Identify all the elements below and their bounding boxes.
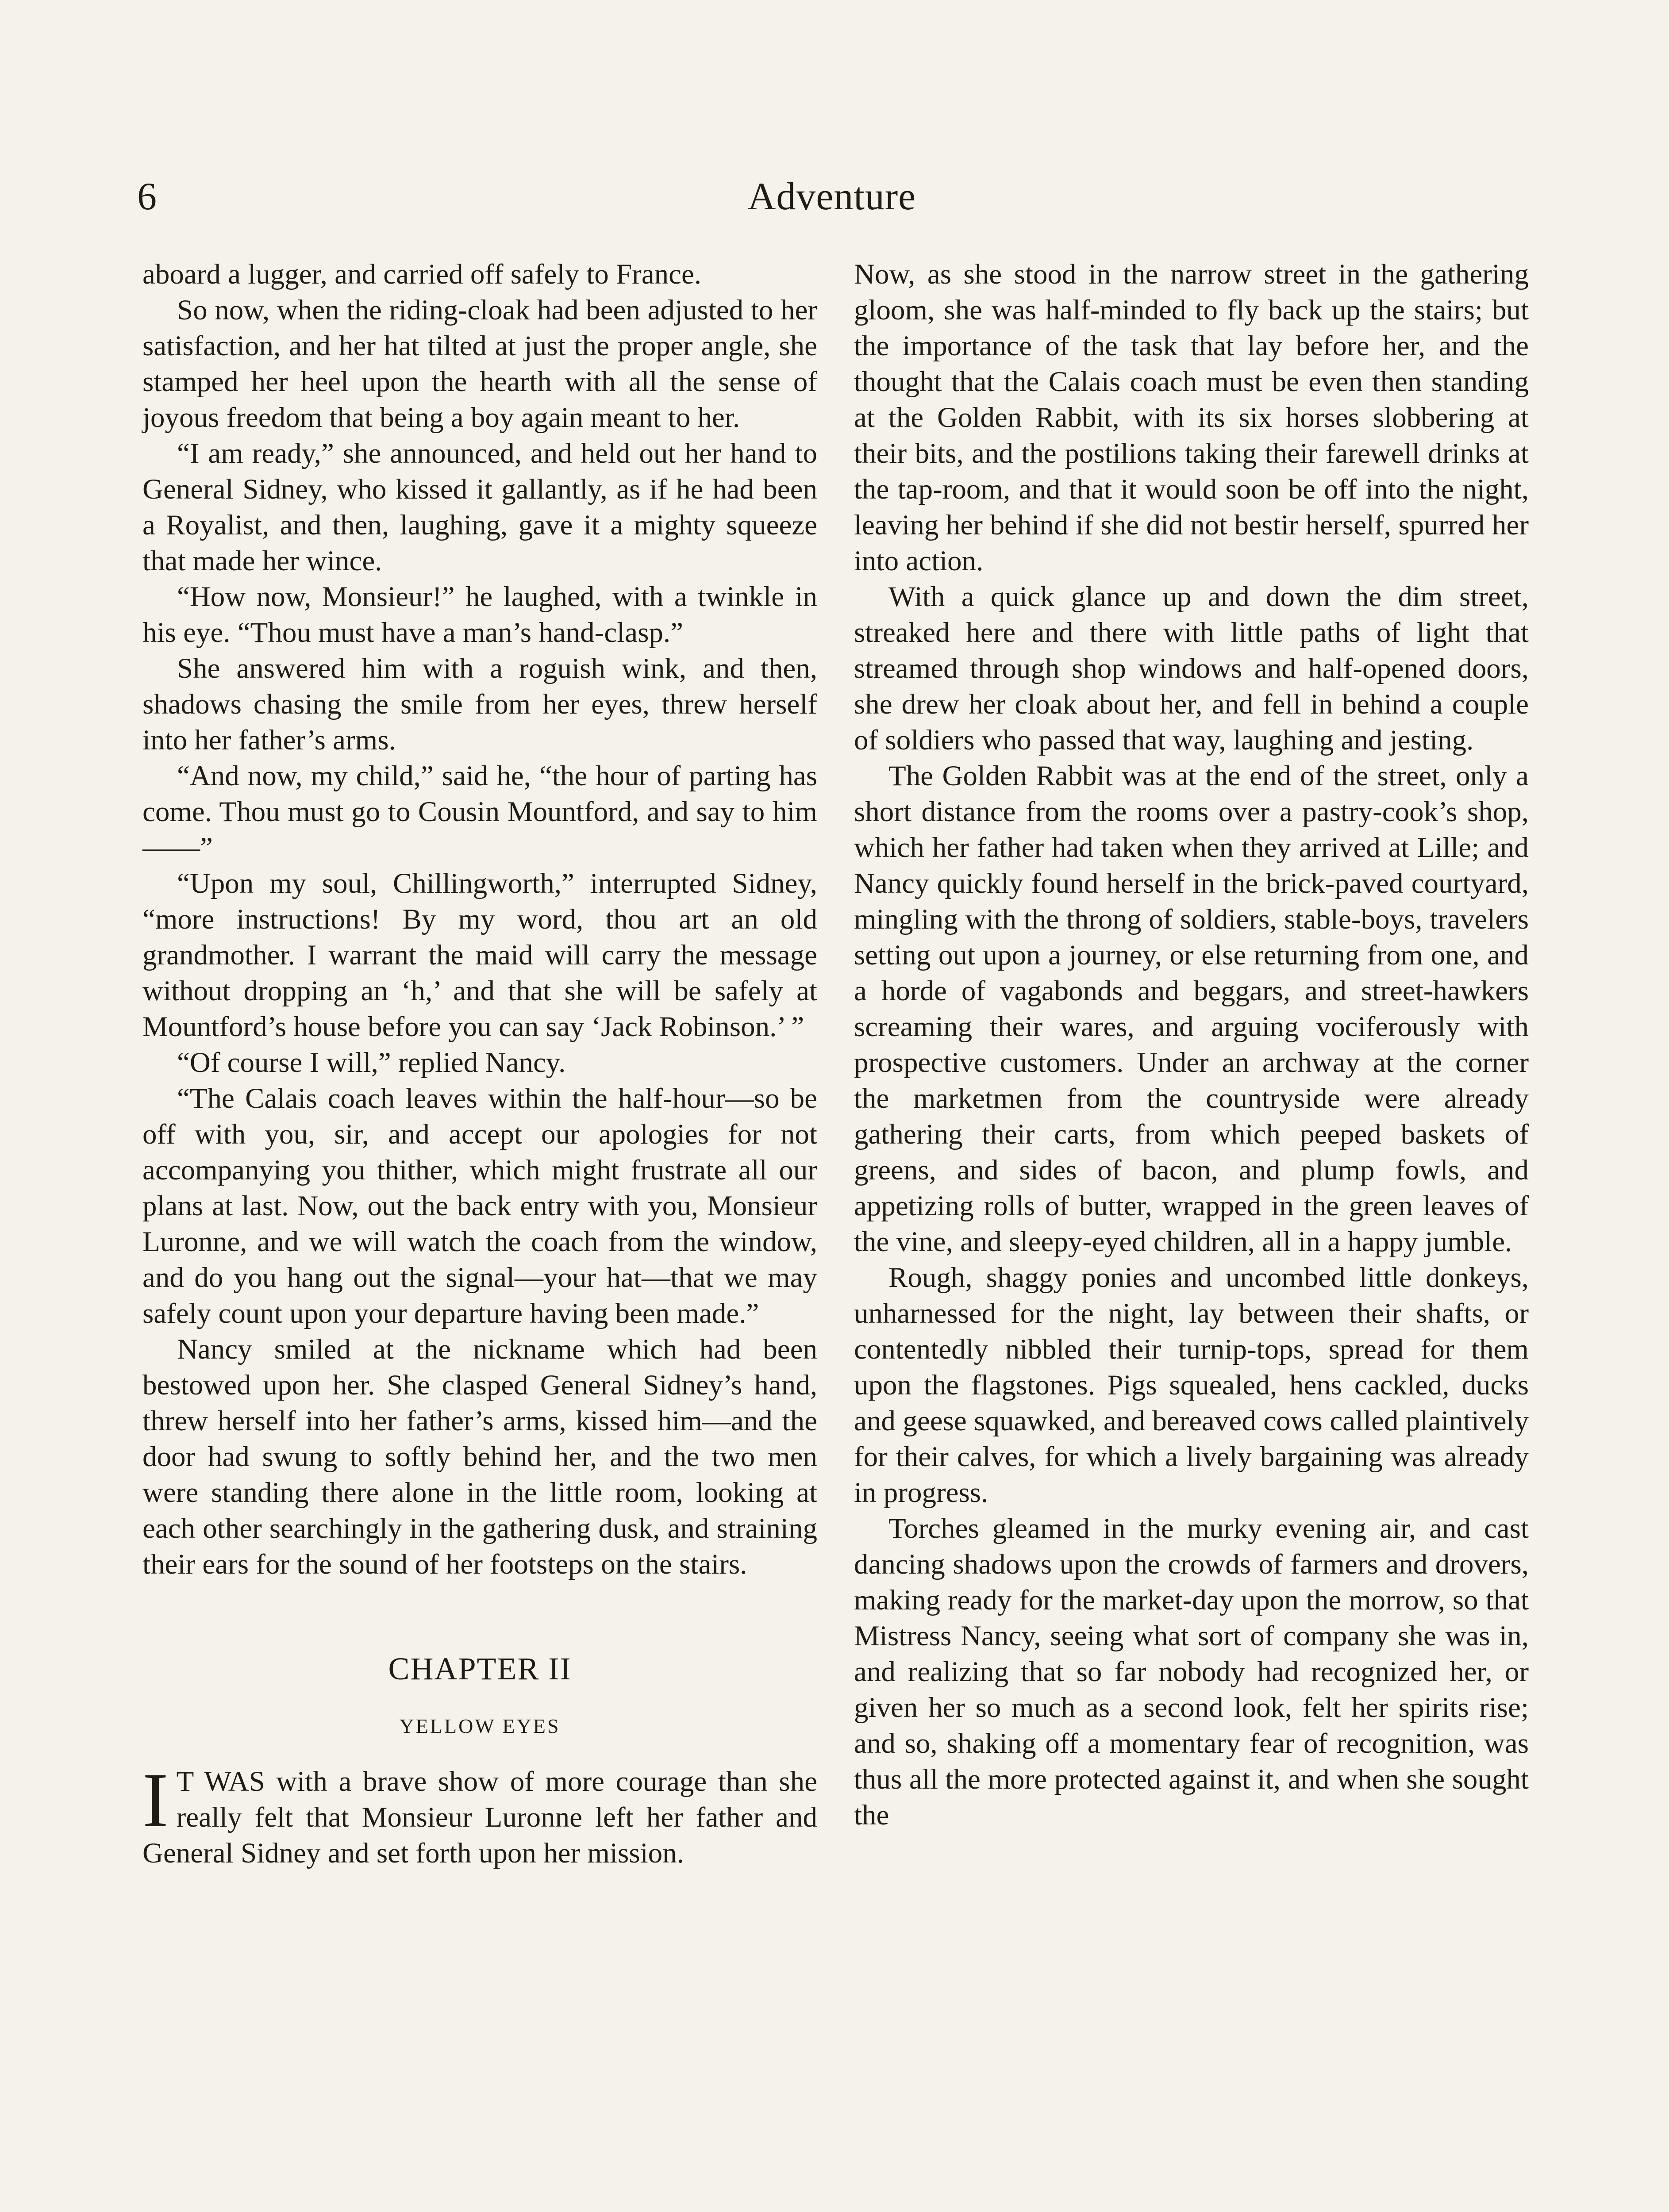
page-number: 6 bbox=[137, 175, 157, 218]
paragraph: “Upon my soul, Chillingworth,” interrupted Sidney, “more instructions! By my word, thou art an old grandmother. I warrant the maid will carry the message without dropping an ‘h,’ and that she will be safely at Mountford’s house before you can say ‘Jack Robinson.’ ” bbox=[142, 868, 817, 1043]
paragraph: The Golden Rabbit was at the end of the street, only a short distance from the rooms over a pastry-cook’s shop, which her father had taken when they arrived at Lille; and Nancy quickly found herself in the brick-paved courtyard, mingling with the throng of soldiers, stable-boys, travelers setting out upon a journey, or else returning from one, and a horde of vagabonds and beggars, and street-hawkers screaming their wares, and arguing vociferously with prospective customers. Under an archway at the corner the marketmen from the countryside were already gathering their carts, from which peeped baskets of greens, and sides of bacon, and plump fowls, and appetizing rolls of butter, wrapped in the green leaves of the vine, and sleepy-eyed children, all in a happy jumble. bbox=[854, 760, 1529, 1258]
page-header bbox=[137, 170, 1527, 223]
paragraph: “And now, my child,” said he, “the hour of parting has come. Thou must go to Cousin Mountford, and say to him——” bbox=[142, 760, 817, 864]
chapter-subtitle: YELLOW EYES bbox=[399, 1715, 561, 1737]
paragraph: “I am ready,” she announced, and held out her hand to General Sidney, who kissed it gallantly, as if he had been a Royalist, and then, laughing, gave it a mighty squeeze that made her wince. bbox=[142, 438, 817, 577]
running-title: Adventure bbox=[747, 175, 916, 218]
paragraph: aboard a lugger, and carried off safely to France. bbox=[142, 258, 702, 290]
left-column bbox=[142, 257, 817, 1871]
paragraph: Nancy smiled at the nickname which had been bestowed upon her. She clasped General Sidney’s hand, threw herself into her father’s arms, kissed him—and the door had swung to softly behind her, and the two men were standing there alone in the little room, looking at each other searchingly in the gathering dusk, and straining their ears for the sound of her footsteps on the stairs. bbox=[142, 1333, 817, 1580]
drop-cap: I bbox=[142, 1757, 169, 1843]
paragraph: “The Calais coach leaves within the half-hour—so be off with you, sir, and accept our apologies for not accompanying you thither, which might frustrate all our plans at last. Now, out the back entry with you, Monsieur Luronne, and we will watch the coach from the window, and do you hang out the signal—your hat—that we may safely count upon your departure having been made.” bbox=[142, 1083, 817, 1329]
chapter-opening-text: T WAS with a brave show of more courage than she really felt that Monsieur Luronne left her father and General Sidney and set forth upon her mission. bbox=[142, 1766, 817, 1869]
paragraph: With a quick glance up and down the dim street, streaked here and there with little paths of light that streamed through shop windows and half-opened doors, she drew her cloak about her, and fell in behind a couple of soldiers who passed that way, laughing and jesting. bbox=[854, 581, 1529, 756]
paragraph: So now, when the riding-cloak had been adjusted to her satisfaction, and her hat tilted at just the proper angle, she stamped her heel upon the hearth with all the sense of joyous freedom that being a boy again meant to her. bbox=[142, 294, 817, 434]
chapter-opening-paragraph bbox=[142, 1757, 817, 1871]
right-column bbox=[854, 257, 1529, 1833]
chapter-title: CHAPTER II bbox=[388, 1651, 572, 1686]
paragraph: Torches gleamed in the murky evening air, and cast dancing shadows upon the crowds of farmers and drovers, making ready for the market-day upon the morrow, so that Mistress Nancy, seeing what sort of company she was in, and realizing that so far nobody had recognized her, or given her so much as a second look, felt her spirits rise; and so, shaking off a momentary fear of recognition, was thus all the more protected against it, and when she sought the bbox=[854, 1513, 1529, 1831]
paragraph: She answered him with a roguish wink, and then, shadows chasing the smile from her eyes, threw herself into her father’s arms. bbox=[142, 653, 817, 756]
paragraph: “How now, Monsieur!” he laughed, with a twinkle in his eye. “Thou must have a man’s hand-clasp.” bbox=[142, 581, 817, 649]
paragraph: “Of course I will,” replied Nancy. bbox=[177, 1047, 566, 1079]
paragraph: Now, as she stood in the narrow street in the gathering gloom, she was half-minded to fly back up the stairs; but the importance of the task that lay before her, and the thought that the Calais coach must be even then standing at the Golden Rabbit, with its six horses slobbering at their bits, and the postilions taking their farewell drinks at the tap-room, and that it would soon be off into the night, leaving her behind if she did not bestir herself, spurred her into action. bbox=[854, 258, 1529, 577]
paragraph: Rough, shaggy ponies and uncombed little donkeys, unharnessed for the night, lay between their shafts, or contentedly nibbled their turnip-tops, spread for them upon the flagstones. Pigs squealed, hens cackled, ducks and geese squawked, and bereaved cows called plaintively for their calves, for which a lively bargaining was already in progress. bbox=[854, 1262, 1529, 1509]
